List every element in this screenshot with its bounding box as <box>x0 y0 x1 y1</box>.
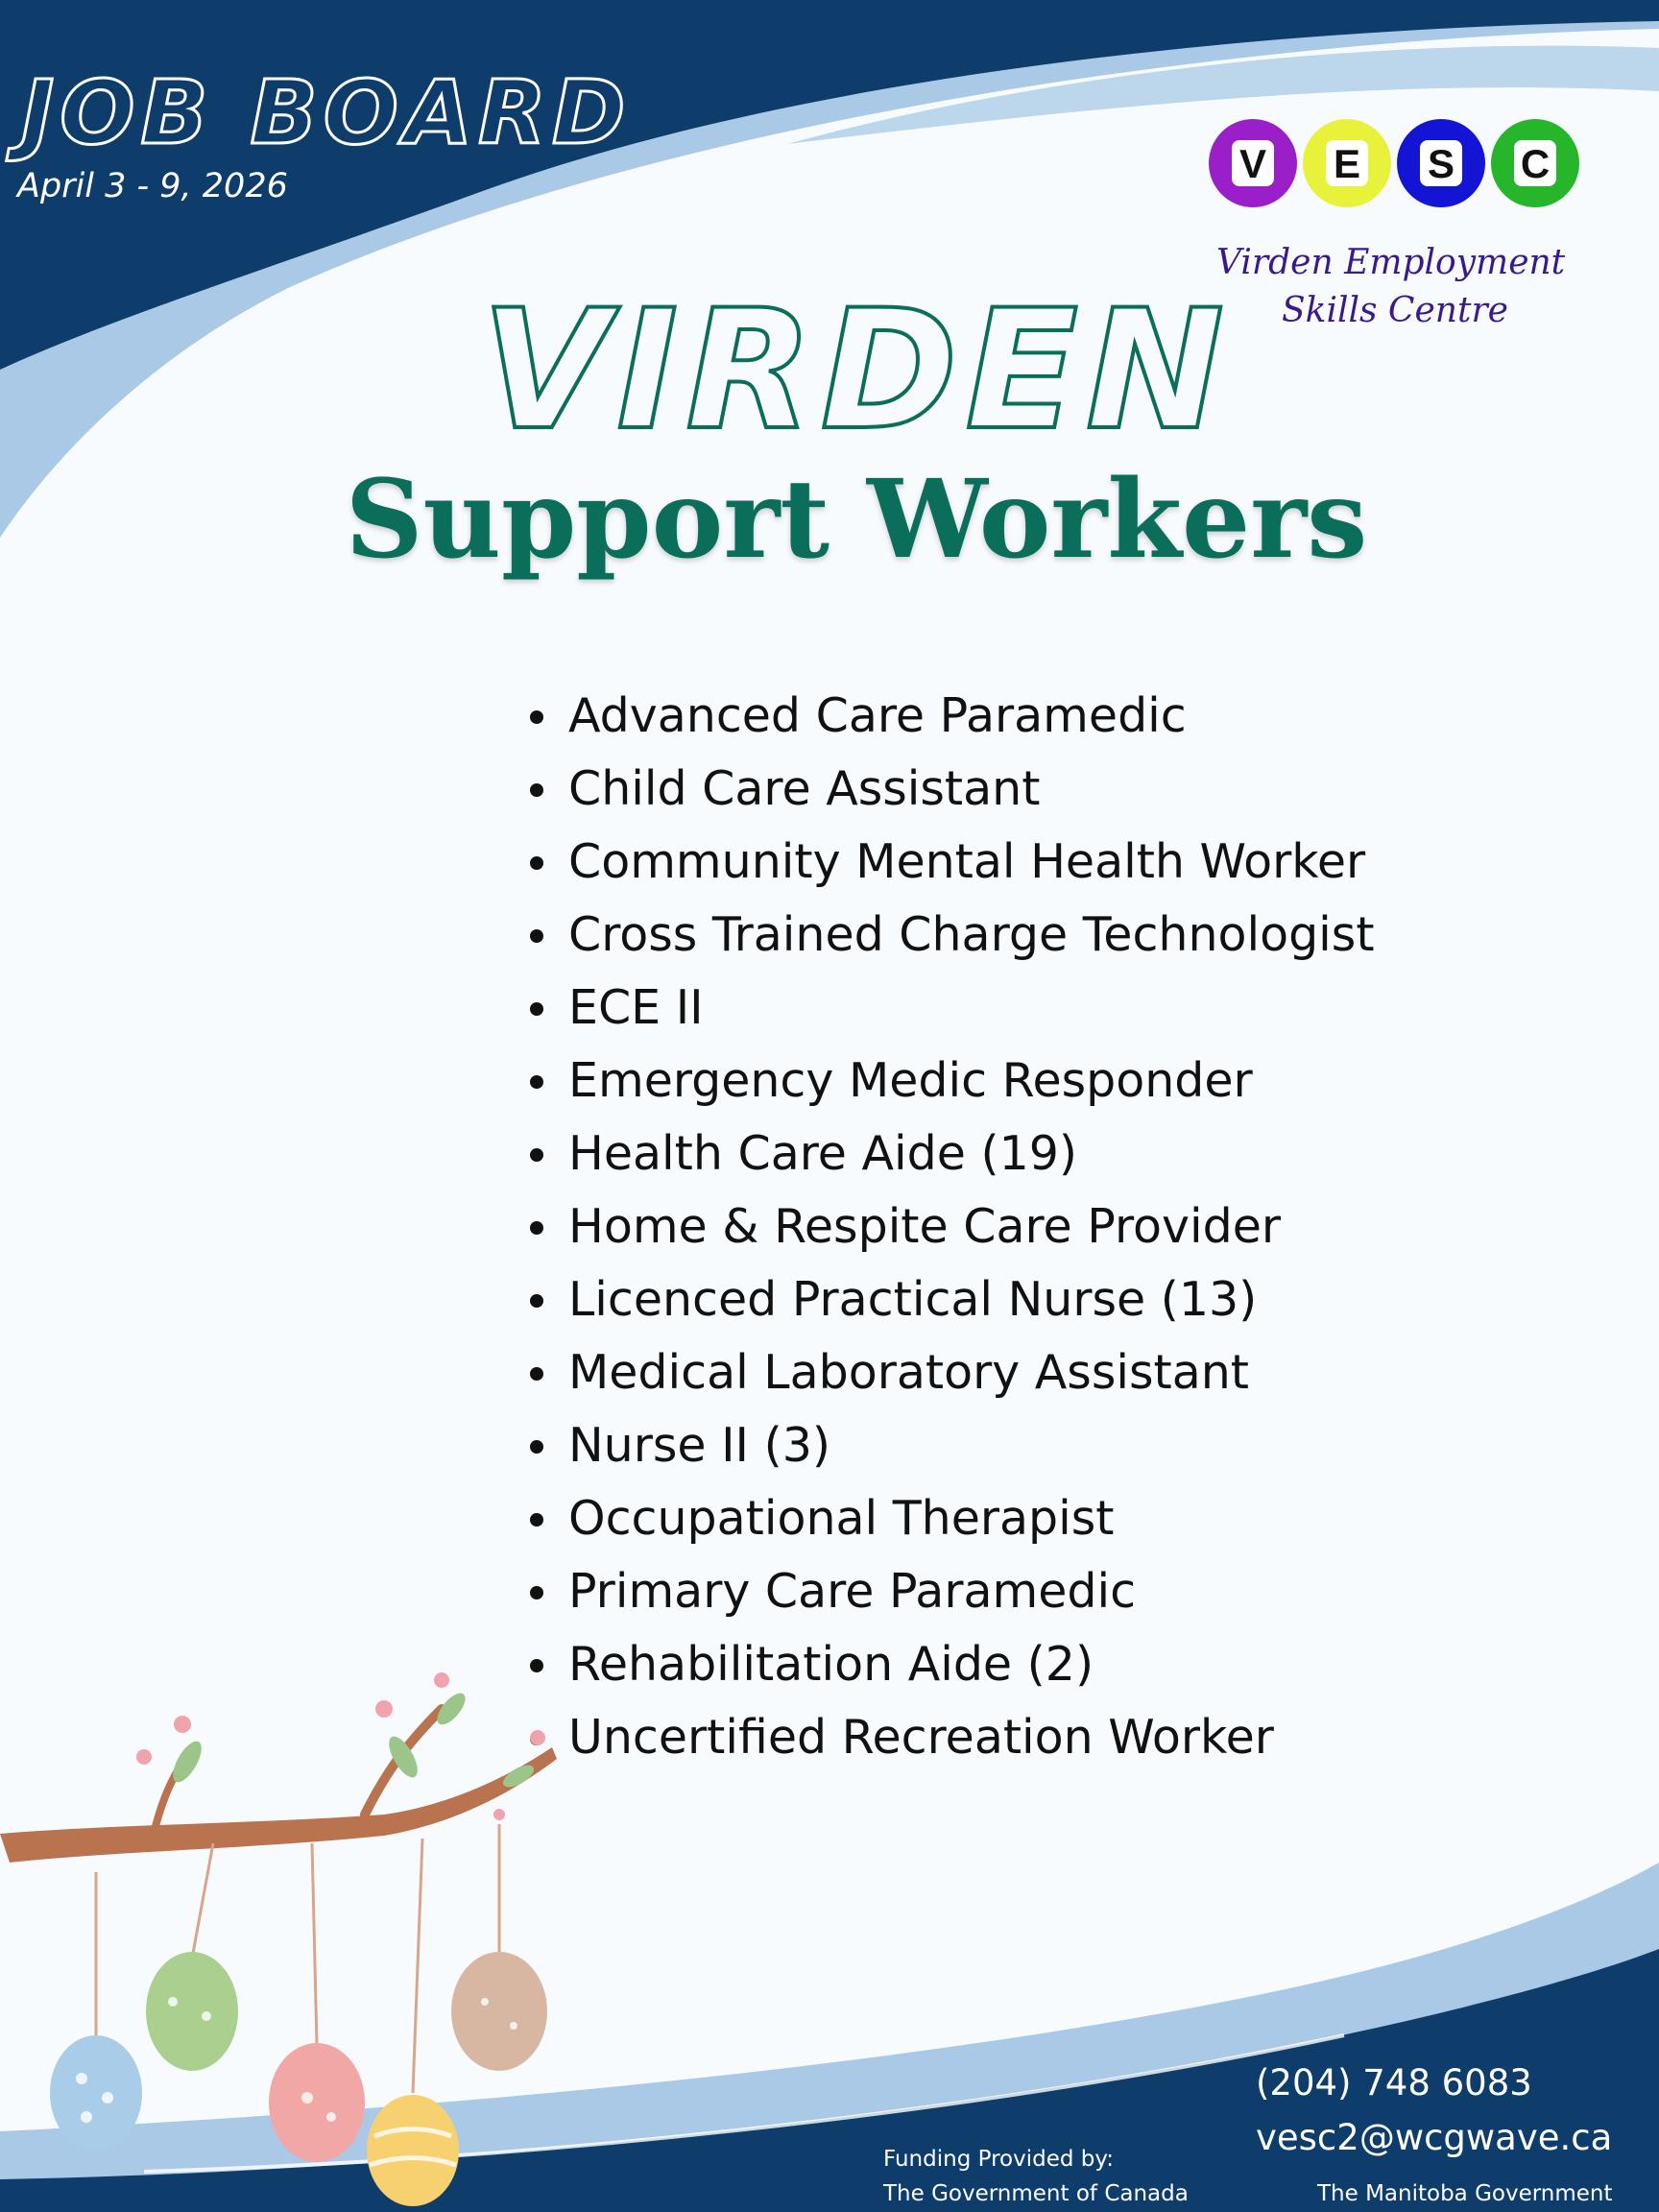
funding-federal: The Government of Canada <box>883 2181 1189 2206</box>
list-item: Emergency Medic Responder <box>530 1045 1375 1118</box>
phone-number[interactable]: (204) 748 6083 <box>1256 2062 1532 2104</box>
list-item: Licenced Practical Nurse (13) <box>530 1263 1375 1336</box>
list-item: Rehabilitation Aide (2) <box>530 1628 1375 1701</box>
category-title: Support Workers <box>345 457 1368 583</box>
list-item: Nurse II (3) <box>530 1409 1375 1482</box>
funding-provincial: The Manitoba Government <box>1317 2181 1613 2206</box>
svg-text:Skills Centre: Skills Centre <box>1282 291 1508 330</box>
list-item: Community Mental Health Worker <box>530 826 1375 899</box>
list-item: Cross Trained Charge Technologist <box>530 899 1375 972</box>
list-item: Uncertified Recreation Worker <box>530 1701 1375 1774</box>
easter-egg-branch-illustration <box>0 1671 576 2208</box>
job-board-title: JOB BOARD <box>21 61 632 164</box>
svg-text:V: V <box>1238 141 1267 186</box>
tan-egg-icon <box>451 1952 547 2071</box>
job-list <box>530 680 1375 1774</box>
svg-text:Virden Employment: Virden Employment <box>1216 243 1566 282</box>
pink-egg-icon <box>269 2043 365 2162</box>
list-item: Health Care Aide (19) <box>530 1118 1375 1190</box>
green-egg-icon <box>146 1952 238 2071</box>
list-item: Child Care Assistant <box>530 753 1375 826</box>
list-item: Medical Laboratory Assistant <box>530 1336 1375 1409</box>
list-item: Home & Respite Care Provider <box>530 1190 1375 1263</box>
date-range: April 3 - 9, 2026 <box>17 167 288 205</box>
yellow-egg-icon <box>367 2095 459 2206</box>
blue-egg-icon <box>50 2035 142 2151</box>
svg-text:E: E <box>1333 141 1361 186</box>
list-item: ECE II <box>530 972 1375 1045</box>
email-address[interactable]: vesc2@wcgwave.ca <box>1256 2117 1613 2158</box>
list-item: Occupational Therapist <box>530 1482 1375 1555</box>
svg-text:S: S <box>1427 141 1455 186</box>
town-title: VIRDEN <box>481 274 1232 467</box>
list-item: Primary Care Paramedic <box>530 1555 1375 1628</box>
funding-label: Funding Provided by: <box>883 2147 1115 2172</box>
list-item: Advanced Care Paramedic <box>530 680 1375 753</box>
svg-text:C: C <box>1520 141 1551 186</box>
